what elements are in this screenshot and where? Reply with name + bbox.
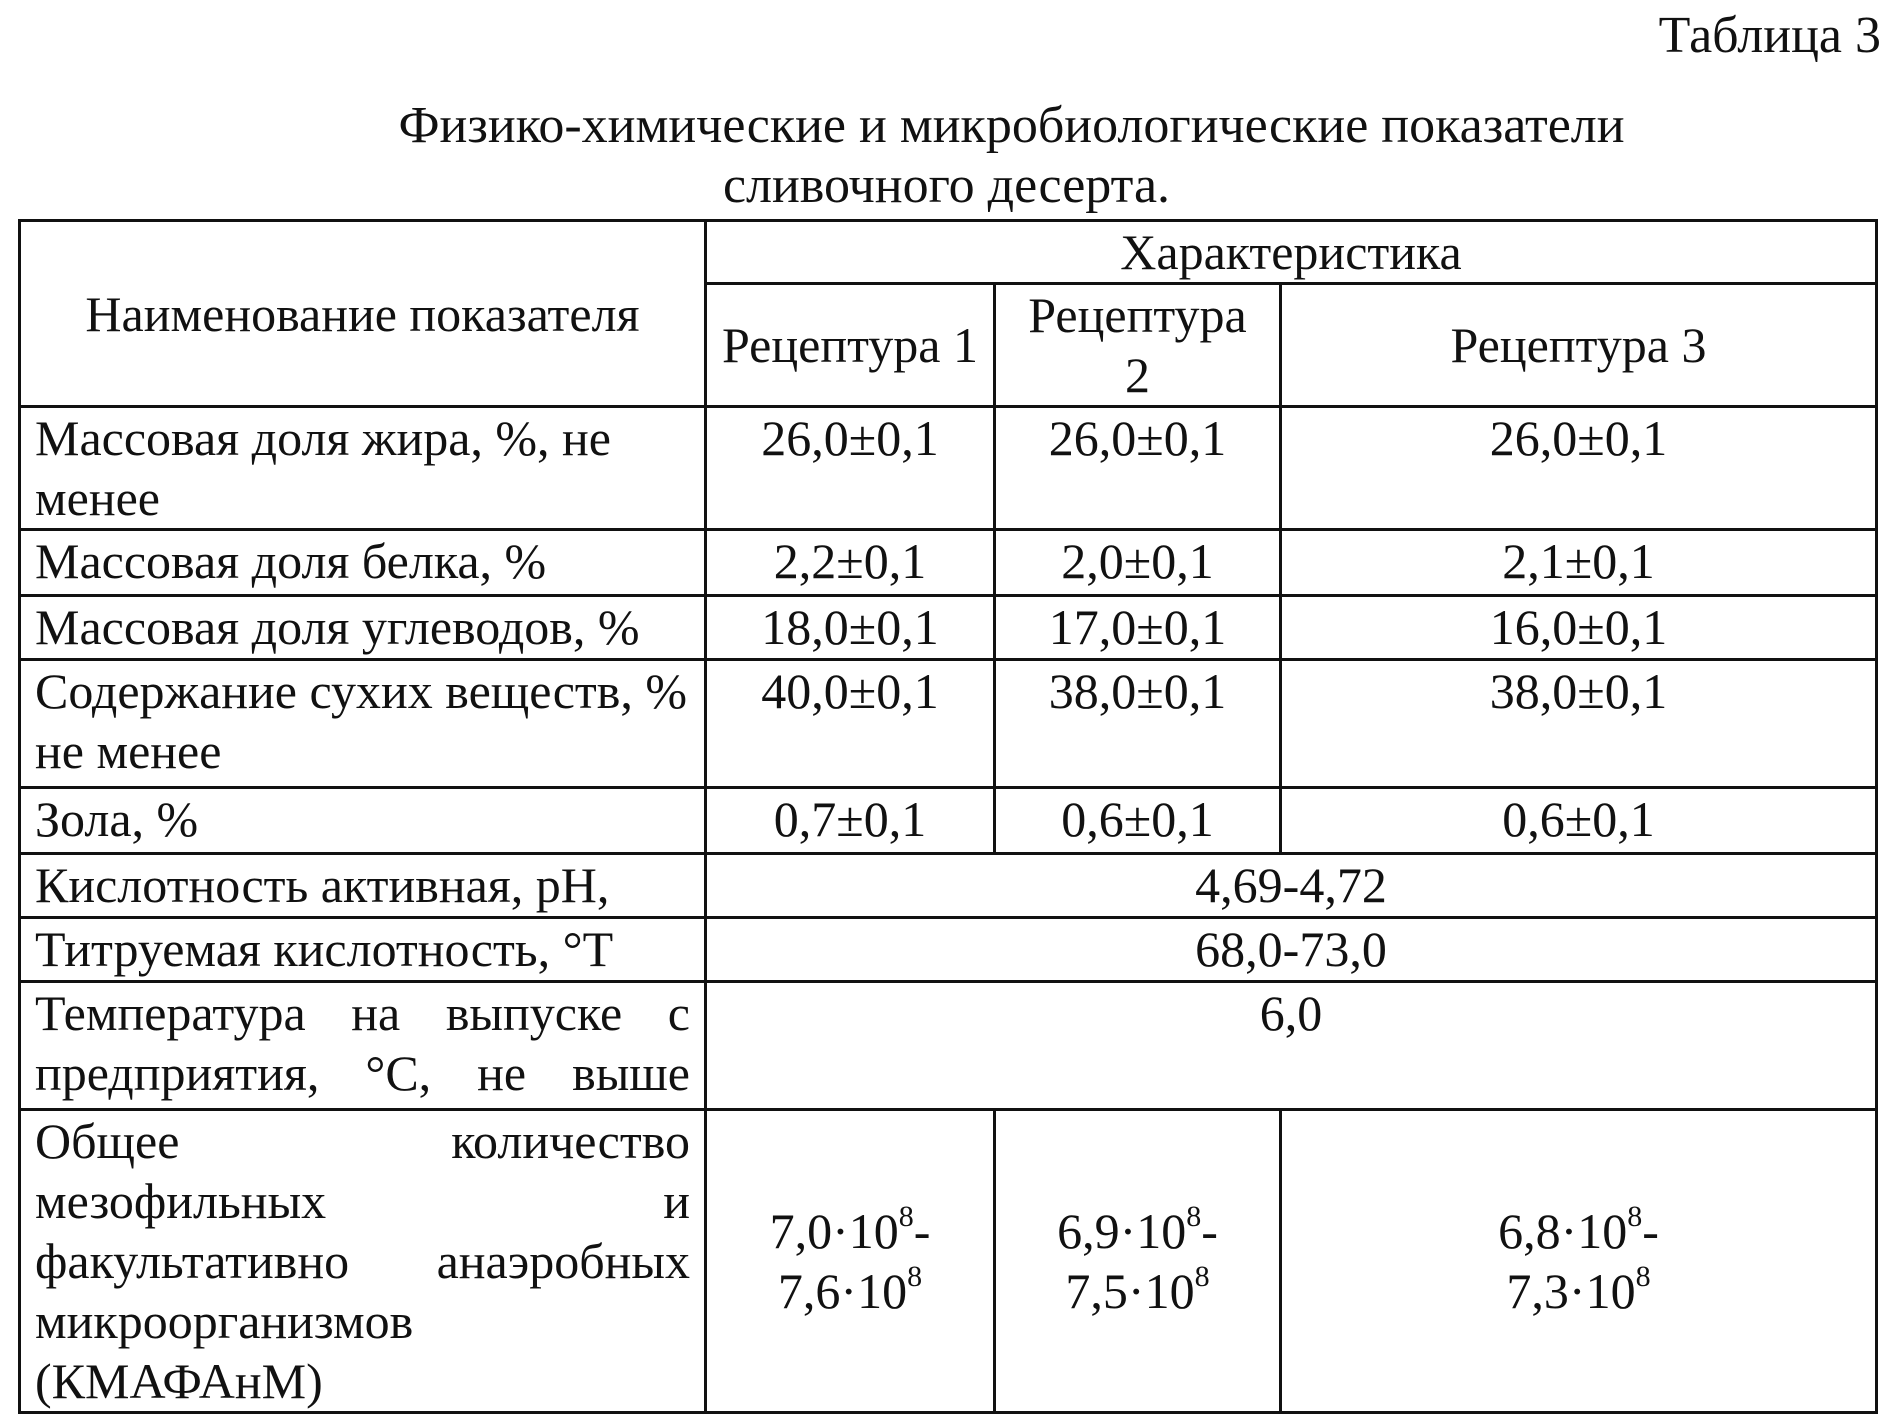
kmafanm-1-low-mantissa: 7,0·10 <box>769 1203 899 1259</box>
row-carbs-recipe-1: 18,0±0,1 <box>706 596 995 660</box>
kmafanm-3-high-exponent: 8 <box>1635 1260 1651 1294</box>
row-active-acidity-name: Кислотность активная, pH, <box>20 854 706 918</box>
kmafanm-1-high-exponent: 8 <box>907 1260 923 1294</box>
row-kmafanm-recipe-1: $7,0\cdot 10^8-$ $7,6\cdot 10^8$ <box>706 1110 995 1413</box>
row-dry-matter-recipe-1: 40,0±0,1 <box>706 660 995 788</box>
row-fat-name: Массовая доля жира, %, не менее <box>20 407 706 530</box>
table-row <box>20 530 1877 596</box>
row-protein-recipe-1: 2,2±0,1 <box>706 530 995 596</box>
header-recipe-3: Рецептура 3 <box>1281 284 1877 407</box>
kmafanm-3-low-mantissa: 6,8·10 <box>1498 1203 1628 1259</box>
row-fat-recipe-1: 26,0±0,1 <box>706 407 995 530</box>
row-protein-name: Массовая доля белка, % <box>20 530 706 596</box>
kmafanm-3-high-mantissa: 7,3·10 <box>1506 1263 1636 1319</box>
table-row <box>20 854 1877 918</box>
kmafanm-2-high-exponent: 8 <box>1194 1260 1210 1294</box>
kmafanm-2-low-exponent: 8 <box>1186 1200 1202 1234</box>
header-characteristic: Характеристика <box>706 221 1877 284</box>
row-fat-recipe-2: 26,0±0,1 <box>995 407 1281 530</box>
row-ash-recipe-1: 0,7±0,1 <box>706 788 995 854</box>
kmafanm-1-low-exponent: 8 <box>898 1200 914 1234</box>
kmafanm-2-high-mantissa: 7,5·10 <box>1065 1263 1195 1319</box>
kmafanm-1-high-mantissa: 7,6·10 <box>777 1263 908 1319</box>
row-kmafanm-recipe-2: $6,9\cdot 10^8-$ $7,5\cdot 10^8$ <box>995 1110 1281 1413</box>
table-row <box>20 596 1877 660</box>
table-row <box>20 407 1877 530</box>
row-kmafanm-name: Общее количество мезофильных и факультативно анаэробных микроорганизмов (КМАФАнМ) <box>20 1110 706 1413</box>
row-fat-recipe-3: 26,0±0,1 <box>1281 407 1877 530</box>
table-row <box>20 788 1877 854</box>
row-dry-matter-recipe-2: 38,0±0,1 <box>995 660 1281 788</box>
caption-line-1: Физико-химические и микробиологические показатели <box>398 97 1625 154</box>
row-ash-recipe-2: 0,6±0,1 <box>995 788 1281 854</box>
row-ash-name: Зола, % <box>20 788 706 854</box>
table-row <box>20 1110 1877 1413</box>
row-protein-recipe-2: 2,0±0,1 <box>995 530 1281 596</box>
kmafanm-3-low-exponent: 8 <box>1627 1200 1643 1234</box>
table-number-label: Таблица 3 <box>1658 7 1881 64</box>
row-carbs-name: Массовая доля углеводов, % <box>20 596 706 660</box>
row-dry-matter-name: Содержание сухих веществ, % не менее <box>20 660 706 788</box>
row-titratable-acidity-name: Титруемая кислотность, °Т <box>20 918 706 982</box>
header-recipe-2: Рецептура 2 <box>995 284 1281 407</box>
table-row <box>20 660 1877 788</box>
indicators-table <box>18 219 1878 1414</box>
row-kmafanm-recipe-3: $6,8\cdot 10^8-$ $7,3\cdot 10^8$ <box>1281 1110 1877 1413</box>
row-release-temperature-value: 6,0 <box>706 982 1877 1110</box>
row-carbs-recipe-3: 16,0±0,1 <box>1281 596 1877 660</box>
table-row <box>20 918 1877 982</box>
row-ash-recipe-3: 0,6±0,1 <box>1281 788 1877 854</box>
header-recipe-1: Рецептура 1 <box>706 284 995 407</box>
caption-line-2: сливочного десерта. <box>722 157 1171 214</box>
row-protein-recipe-3: 2,1±0,1 <box>1281 530 1877 596</box>
row-release-temperature-name: Температура на выпуске с предприятия, °С, не выше <box>20 982 706 1110</box>
table-row <box>20 982 1877 1110</box>
row-dry-matter-recipe-3: 38,0±0,1 <box>1281 660 1877 788</box>
header-row-1 <box>20 221 1877 284</box>
row-active-acidity-value: 4,69-4,72 <box>706 854 1877 918</box>
header-parameter-name: Наименование показателя <box>20 221 706 407</box>
row-titratable-acidity-value: 68,0-73,0 <box>706 918 1877 982</box>
row-carbs-recipe-2: 17,0±0,1 <box>995 596 1281 660</box>
kmafanm-2-low-mantissa: 6,9·10 <box>1057 1203 1187 1259</box>
table-caption <box>18 96 1875 216</box>
